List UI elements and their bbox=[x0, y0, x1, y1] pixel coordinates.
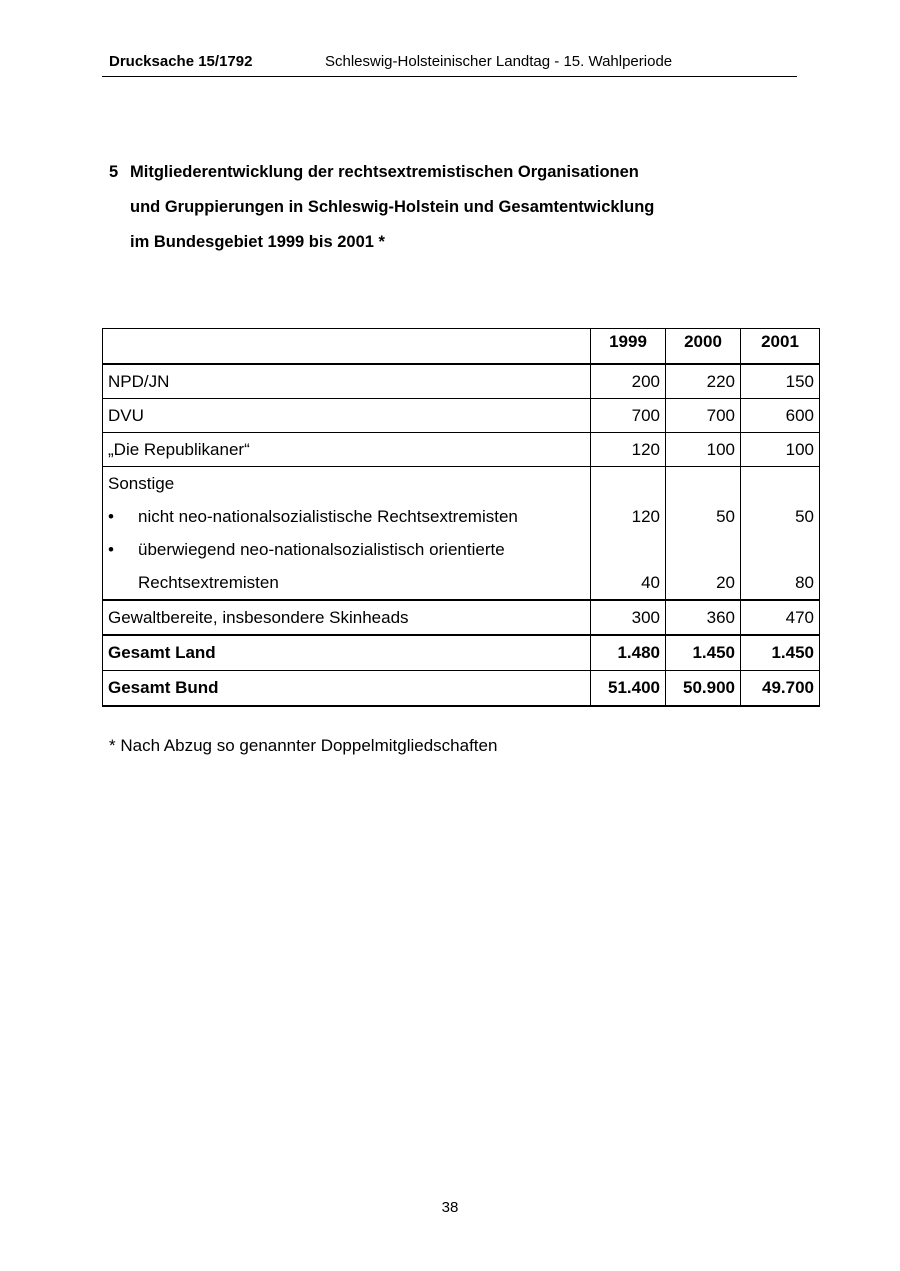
section-number: 5 bbox=[109, 163, 119, 181]
sonstige-item-2-continued: Rechtsextremisten bbox=[138, 573, 279, 592]
table-row-dvu bbox=[103, 399, 820, 433]
value-2000: 100 bbox=[666, 433, 741, 467]
value-2001: 1.450 bbox=[741, 635, 820, 671]
value-2000: 50.900 bbox=[666, 671, 741, 707]
value-2000: 220 bbox=[666, 364, 741, 399]
value-2001: 150 bbox=[741, 364, 820, 399]
value-2001: 470 bbox=[741, 600, 820, 635]
value-2000: 50 20 bbox=[666, 467, 741, 601]
value-1999: 51.400 bbox=[591, 671, 666, 707]
row-label: Gewaltbereite, insbesondere Skinheads bbox=[103, 600, 591, 635]
year-header-1999: 1999 bbox=[591, 329, 666, 365]
section-heading-line-2: und Gruppierungen in Schleswig-Holstein und Gesamtentwicklung bbox=[130, 198, 655, 216]
value-2001: 600 bbox=[741, 399, 820, 433]
value-2000: 700 bbox=[666, 399, 741, 433]
footnote: * Nach Abzug so genannter Doppelmitgliedschaften bbox=[109, 736, 498, 755]
bullet-icon: • bbox=[108, 540, 114, 559]
table-row-sonstige bbox=[103, 467, 820, 601]
sonstige-item-1: • nicht neo-nationalsozialistische Rechtsextremisten bbox=[108, 500, 585, 533]
value-1999: 120 bbox=[591, 433, 666, 467]
value-2000: 1.450 bbox=[666, 635, 741, 671]
row-label-sonstige bbox=[103, 467, 591, 601]
row-label: „Die Republikaner“ bbox=[103, 433, 591, 467]
table-row-republikaner bbox=[103, 433, 820, 467]
table-header-row bbox=[103, 329, 820, 365]
table-row-npd bbox=[103, 364, 820, 399]
section-heading-line-3: im Bundesgebiet 1999 bis 2001 * bbox=[130, 233, 385, 251]
parliament-title: Schleswig-Holsteinischer Landtag - 15. Wahlperiode bbox=[325, 53, 673, 70]
document-reference: Drucksache 15/1792 bbox=[109, 53, 253, 70]
value-2001: 49.700 bbox=[741, 671, 820, 707]
sonstige-label: Sonstige bbox=[108, 474, 175, 493]
header-empty-cell bbox=[103, 329, 591, 365]
year-header-2001: 2001 bbox=[741, 329, 820, 365]
value-2000: 360 bbox=[666, 600, 741, 635]
page-header bbox=[102, 52, 797, 77]
membership-table bbox=[102, 328, 820, 707]
row-label: DVU bbox=[103, 399, 591, 433]
page-number: 38 bbox=[441, 1199, 459, 1216]
value-1999: 700 bbox=[591, 399, 666, 433]
value-1999: 200 bbox=[591, 364, 666, 399]
section-heading bbox=[109, 160, 654, 265]
table-row-gewaltbereite bbox=[103, 600, 820, 635]
row-label: NPD/JN bbox=[103, 364, 591, 399]
section-heading-line-1: 5 Mitgliederentwicklung der rechtsextremistischen Organisationen bbox=[109, 160, 654, 195]
table-row-gesamt-bund bbox=[103, 671, 820, 707]
table-row-gesamt-land bbox=[103, 635, 820, 671]
row-label: Gesamt Land bbox=[103, 635, 591, 671]
value-2001: 100 bbox=[741, 433, 820, 467]
bullet-icon: • bbox=[108, 507, 114, 526]
sonstige-item-2: • überwiegend neo-nationalsozialistisch orientierte bbox=[108, 533, 585, 566]
value-1999: 1.480 bbox=[591, 635, 666, 671]
value-1999: 120 40 bbox=[591, 467, 666, 601]
year-header-2000: 2000 bbox=[666, 329, 741, 365]
value-2001: 50 80 bbox=[741, 467, 820, 601]
row-label: Gesamt Bund bbox=[103, 671, 591, 707]
value-1999: 300 bbox=[591, 600, 666, 635]
